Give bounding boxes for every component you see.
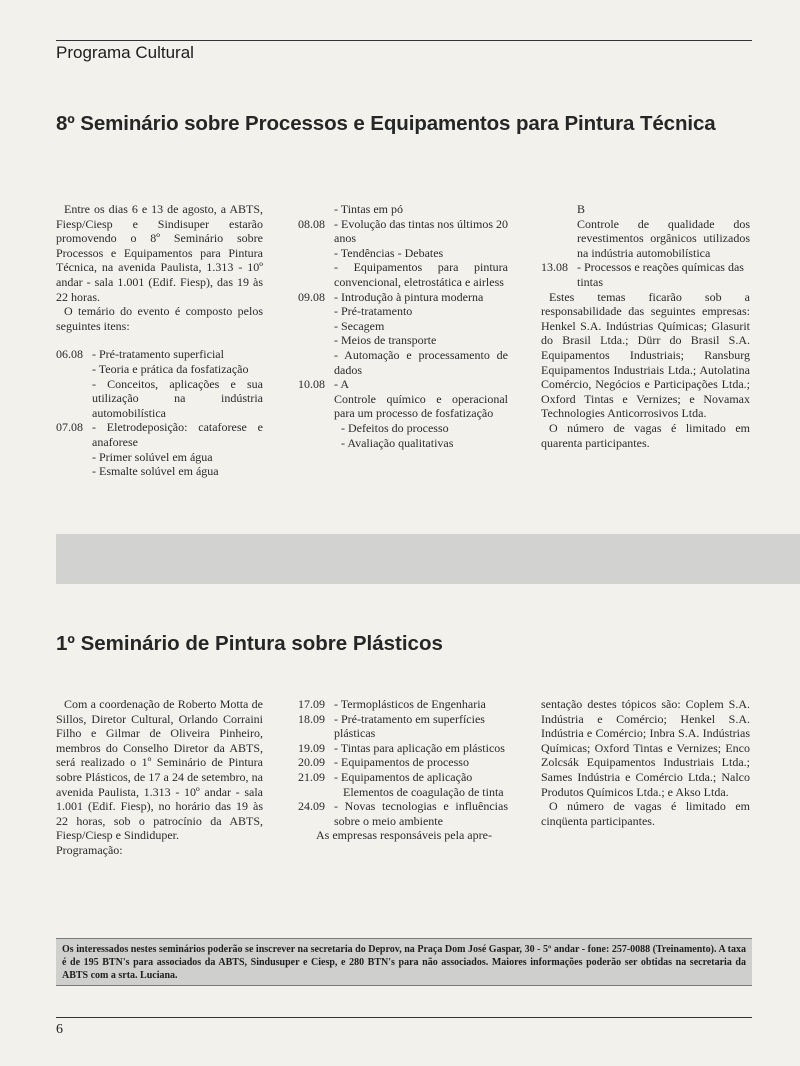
- schedule-item-0908: [298, 290, 508, 305]
- schedule-item-1308: [541, 260, 750, 289]
- seminar2-column-2: [298, 697, 508, 843]
- schedule-subtopic: Elementos de coagulação de tinta: [343, 784, 504, 799]
- schedule-item-2109: [298, 770, 508, 785]
- schedule-subtopic: Controle de qualidade dos revestimentos orgânicos utilizados na indústria automobilística: [577, 216, 750, 260]
- schedule-topic: - Pré-tratamento superficial: [92, 347, 224, 362]
- gray-band: [56, 534, 800, 584]
- schedule-topic: - Processos e reações químicas das tintas: [577, 260, 744, 289]
- seminar2-companies-start: As empresas responsáveis pela apre-: [316, 828, 492, 843]
- schedule-topic: - Introdução à pintura moderna: [334, 289, 484, 304]
- seminar2-program-label: Programação:: [56, 842, 123, 857]
- schedule-subtopic: - Conceitos, aplicações e sua utilização na indústria automobilística: [92, 376, 263, 420]
- seminar2-title: 1º Seminário de Pintura sobre Plásticos: [56, 632, 443, 655]
- header-rule: [56, 40, 752, 41]
- schedule-subtopic: - Avaliação qualitativas: [341, 435, 454, 450]
- schedule-date: 09.08: [298, 289, 325, 304]
- schedule-item-1809: [298, 712, 508, 741]
- schedule-item-2009: [298, 755, 508, 770]
- seminar1-temario: O temário do evento é composto pelos seguintes itens:: [56, 304, 263, 333]
- seminar1-column-3: [541, 202, 750, 450]
- schedule-topic: - Termoplásticos de Engenharia: [334, 697, 486, 711]
- schedule-subtopic: - Tendências - Debates: [334, 245, 444, 260]
- schedule-item-2409: [298, 799, 508, 828]
- schedule-date: 08.08: [298, 216, 325, 231]
- schedule-date: 19.09: [298, 740, 325, 755]
- schedule-topic: - Tintas para aplicação em plásticos: [334, 740, 505, 755]
- schedule-topic: - Evolução das tintas nos últimos 20 anos: [334, 216, 508, 246]
- schedule-date: 13.08: [541, 260, 568, 275]
- schedule-date: 10.08: [298, 377, 325, 392]
- seminar2-column-3: [541, 697, 750, 828]
- schedule-date: 18.09: [298, 711, 325, 726]
- schedule-topic: - A: [334, 377, 349, 392]
- schedule-subtopic: - Automação e processamento de dados: [334, 347, 508, 377]
- schedule-item-0808: [298, 217, 508, 246]
- schedule-date: 20.09: [298, 755, 325, 770]
- seminar1-column-1: [56, 202, 263, 479]
- seminar2-column-1: [56, 697, 263, 858]
- schedule-topic: - Equipamentos de processo: [334, 755, 469, 770]
- registration-notice: Os interessados nestes seminários poderão se inscrever na secretaria do Deprov, na Praça Dom José Gaspar, 30 - 5º andar - fone: 257-0088 (Treinamento). A taxa é de 195 BTN's para associados da ABTS, Sindusuper e Ciesp, e 280 BTN's para não associados. Maiores informações poderão ser obtidas na secretaria da ABTS com a srta. Luciana.: [56, 938, 752, 986]
- schedule-subtopic: - Teoria e prática da fosfatização: [92, 361, 249, 376]
- seminar2-intro: Com a coordenação de Roberto Motta de Sillos, Diretor Cultural, Orlando Corraini Filho e Gilmar de Oliveira Pinheiro, membros do Conselho Diretor da ABTS, será realizado o 1º Seminário de Pintura sobre Plásticos, de 17 a 24 de setembro, na avenida Paulista, 1.313 - 10º andar - sala 1.001 (Edif. Fiesp), no horário das 19 às 22 horas, sob o patrocínio da ABTS, Fiesp/Ciesp e Sindiduper.: [56, 697, 263, 843]
- schedule-item-1709: [298, 697, 508, 712]
- schedule-subtopic: - Esmalte solúvel em água: [92, 464, 219, 479]
- seminar2-companies: sentação destes tópicos são: Coplem S.A. Indústria e Comércio; Henkel S.A. Indústria e Comércio; Inbra S.A. Indústrias Químicas; Oxford Tintas e Vernizes; Enco Zolcsák Equipamentos Industriais Ltda.; Sames Indústria e Comércio Ltda.; Nalco Produtos Químicos Ltda.; e Akso Ltda.: [541, 697, 750, 799]
- schedule-date: 07.08: [56, 420, 83, 435]
- seminar1-vacancies: O número de vagas é limitado em quarenta participantes.: [541, 420, 750, 450]
- schedule-item-1008: [298, 377, 508, 392]
- schedule-subtopic: - Equipamentos para pintura convencional, eletrostática e airless: [334, 260, 508, 289]
- section-label: Programa Cultural: [56, 43, 194, 62]
- schedule-subtopic: Controle químico e operacional para um processo de fosfatização: [334, 391, 508, 421]
- seminar2-vacancies: O número de vagas é limitado em cinqüenta participantes.: [541, 799, 750, 828]
- schedule-item-1909: [298, 741, 508, 756]
- schedule-subtopic: - Primer solúvel em água: [92, 449, 213, 464]
- schedule-topic: B: [577, 202, 586, 216]
- seminar1-companies: Estes temas ficarão sob a responsabilidade das seguintes empresas: Henkel S.A. Indústrias Químicas; Glasurit do Brasil Ltda.; Dürr do Brasil S.A. Equipamentos Industriais; Ransburg Equipamentos Industriais Ltda.; Autolatina Comércio, Negócios e Participações Ltda.; Oxford Tintas e Vernizes; e Novamax Technologies Anticorrosivos Ltda.: [541, 289, 750, 421]
- schedule-subtopic: - Meios de transporte: [334, 333, 437, 348]
- schedule-topic: - Eletrodeposição: cataforese e anaforese: [92, 420, 263, 449]
- schedule-topic: - Equipamentos de aplicação: [334, 769, 473, 784]
- seminar1-column-2: [298, 202, 508, 450]
- schedule-date: 24.09: [298, 799, 325, 814]
- schedule-date: 17.09: [298, 697, 325, 711]
- schedule-date: 06.08: [56, 347, 83, 362]
- schedule-item-0608: [56, 347, 263, 362]
- schedule-subtopic: - Pré-tratamento: [334, 304, 413, 319]
- seminar1-title: 8º Seminário sobre Processos e Equipamentos para Pintura Técnica: [56, 112, 716, 135]
- footer-rule: [56, 1017, 752, 1018]
- schedule-date: 21.09: [298, 769, 325, 784]
- page-number: 6: [56, 1022, 63, 1037]
- schedule-topic: - Novas tecnologias e influências sobre o meio ambiente: [334, 799, 508, 828]
- schedule-subtopic: - Secagem: [334, 318, 385, 333]
- schedule-subtopic: - Tintas em pó: [334, 202, 404, 216]
- seminar1-intro: Entre os dias 6 e 13 de agosto, a ABTS, Fiesp/Ciesp e Sindisuper estarão promovendo o 8º Seminário sobre Processos e Equipamentos para Pintura Técnica, na avenida Paulista, 1.313 - 10º andar - sala 1.001 (Edif. Fiesp), das 19 às 22 horas.: [56, 202, 263, 304]
- schedule-item-0708: [56, 420, 263, 449]
- schedule-topic: - Pré-tratamento em superfícies plásticas: [334, 711, 485, 741]
- schedule-subtopic: - Defeitos do processo: [341, 420, 449, 435]
